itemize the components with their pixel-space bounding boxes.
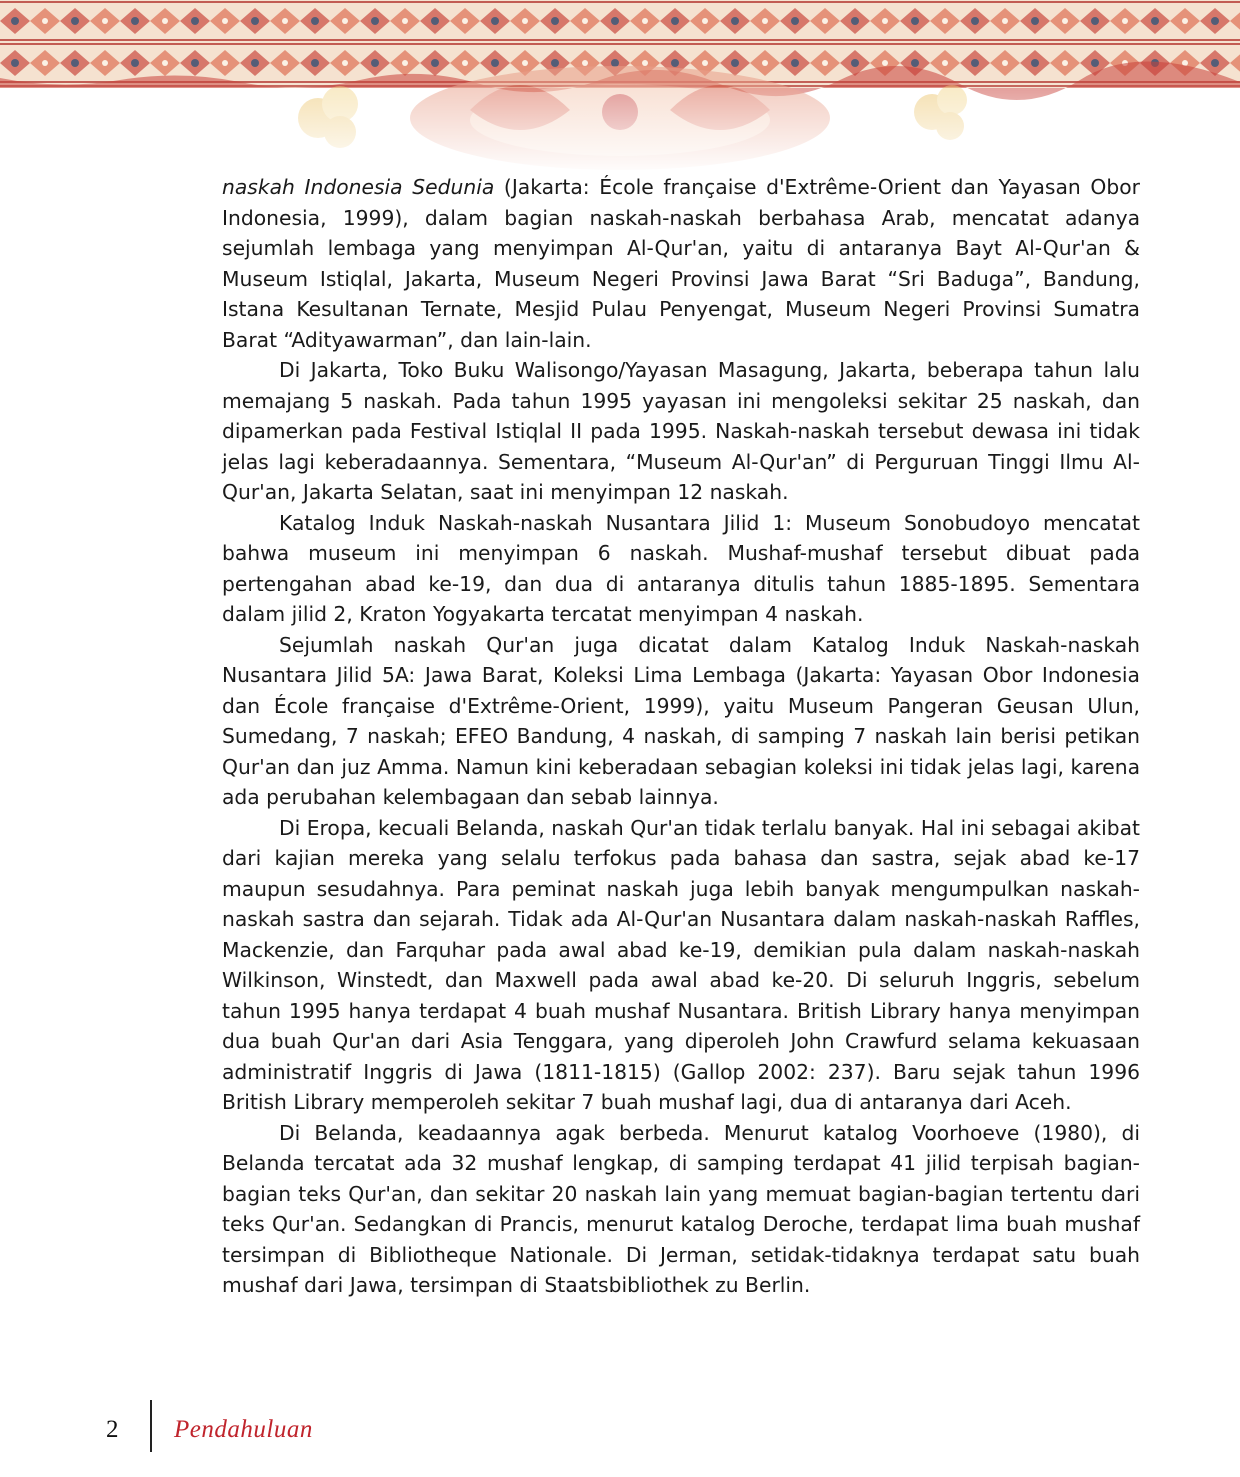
section-label: Pendahuluan [174,1416,313,1443]
footer-divider [150,1400,152,1452]
paragraph-3: Katalog Induk Naskah-naskah Nusantara Jilid 1: Museum Sonobudoyo mencatat bahwa museum ini menyimpan 6 naskah. Mushaf-mushaf tersebut dibuat pada pertengahan abad ke-19, dan dua di antaranya ditulis tahun 1885-1895. Sementara dalam jilid 2, Kraton Yogyakarta tercatat menyimpan 4 naskah. [222,510,1140,626]
paragraph-4: Sejumlah naskah Qur'an juga dicatat dalam Katalog Induk Naskah-naskah Nusantara Jilid 5A: Jawa Barat, Koleksi Lima Lembaga (Jakarta: Yayasan Obor Indonesia dan École française d'Extrême-Orient, 1999), yaitu Museum Pangeran Geusan Ulun, Sumedang, 7 naskah; EFEO Bandung, 4 naskah, di samping 7 naskah lain berisi petikan Qur'an dan juz Amma. Namun kini keberadaan sebagian koleksi ini tidak jelas lagi, karena ada perubahan kelembagaan dan sebab lainnya. [222,632,1140,809]
body-text [222,172,1140,1301]
page-footer [0,1400,1240,1460]
paragraph-5: Di Eropa, kecuali Belanda, naskah Qur'an tidak terlalu banyak. Hal ini sebagai akibat dari kajian mereka yang selalu terfokus pada bahasa dan sastra, sejak abad ke-17 maupun sesudahnya. Para peminat naskah juga lebih banyak mengumpulkan naskah-naskah sastra dan sejarah. Tidak ada Al-Qur'an Nusantara dalam naskah-naskah Raffles, Mackenzie, dan Farquhar pada awal abad ke-19, demikian pula dalam naskah-naskah Wilkinson, Winstedt, dan Maxwell pada awal abad ke-20. Di seluruh Inggris, sebelum tahun 1995 hanya terdapat 4 buah mushaf Nusantara. British Library hanya menyimpan dua buah Qur'an dari Asia Tenggara, yang diperoleh John Crawfurd selama kekuasaan administratif Inggris di Jawa (1811-1815) (Gallop 2002: 237). Baru sejak tahun 1996 British Library memperoleh sekitar 7 buah mushaf lagi, dua di antaranya dari Aceh. [222,815,1140,1114]
italic-title: naskah Indonesia Sedunia [222,175,495,199]
ornamental-header-banner [0,0,1240,175]
page-number: 2 [106,1416,119,1443]
paragraph-1 [222,172,1140,355]
paragraph-1-text: (Jakarta: École française d'Extrême-Orient dan Yayasan Obor Indonesia, 1999), dalam bagian naskah-naskah berbahasa Arab, mencatat adanya sejumlah lembaga yang menyimpan Al-Qur'an, yaitu di antaranya Bayt Al-Qur'an & Museum Istiqlal, Jakarta, Museum Negeri Provinsi Jawa Barat “Sri Baduga”, Bandung, Istana Kesultanan Ternate, Mesjid Pulau Penyengat, Museum Negeri Provinsi Sumatra Barat “Adityawarman”, dan lain-lain. [222,175,1140,352]
paragraph-2: Di Jakarta, Toko Buku Walisongo/Yayasan Masagung, Jakarta, beberapa tahun lalu memajang 5 naskah. Pada tahun 1995 yayasan ini mengoleksi sekitar 25 naskah, dan dipamerkan pada Festival Istiqlal II pada 1995. Naskah-naskah tersebut dewasa ini tidak jelas lagi keberadaannya. Sementara, “Museum Al-Qur'an” di Perguruan Tinggi Ilmu Al-Qur'an, Jakarta Selatan, saat ini menyimpan 12 naskah. [222,358,1140,504]
paragraph-6: Di Belanda, keadaannya agak berbeda. Menurut katalog Voorhoeve (1980), di Belanda tercatat ada 32 mushaf lengkap, di samping terdapat 41 jilid terpisah bagian-bagian teks Qur'an, dan sekitar 20 naskah lain yang memuat bagian-bagian tertentu dari teks Qur'an. Sedangkan di Prancis, menurut katalog Deroche, terdapat lima buah mushaf tersimpan di Bibliotheque Nationale. Di Jerman, setidak-tidaknya terdapat satu buah mushaf dari Jawa, tersimpan di Staatsbibliothek zu Berlin. [222,1120,1140,1297]
